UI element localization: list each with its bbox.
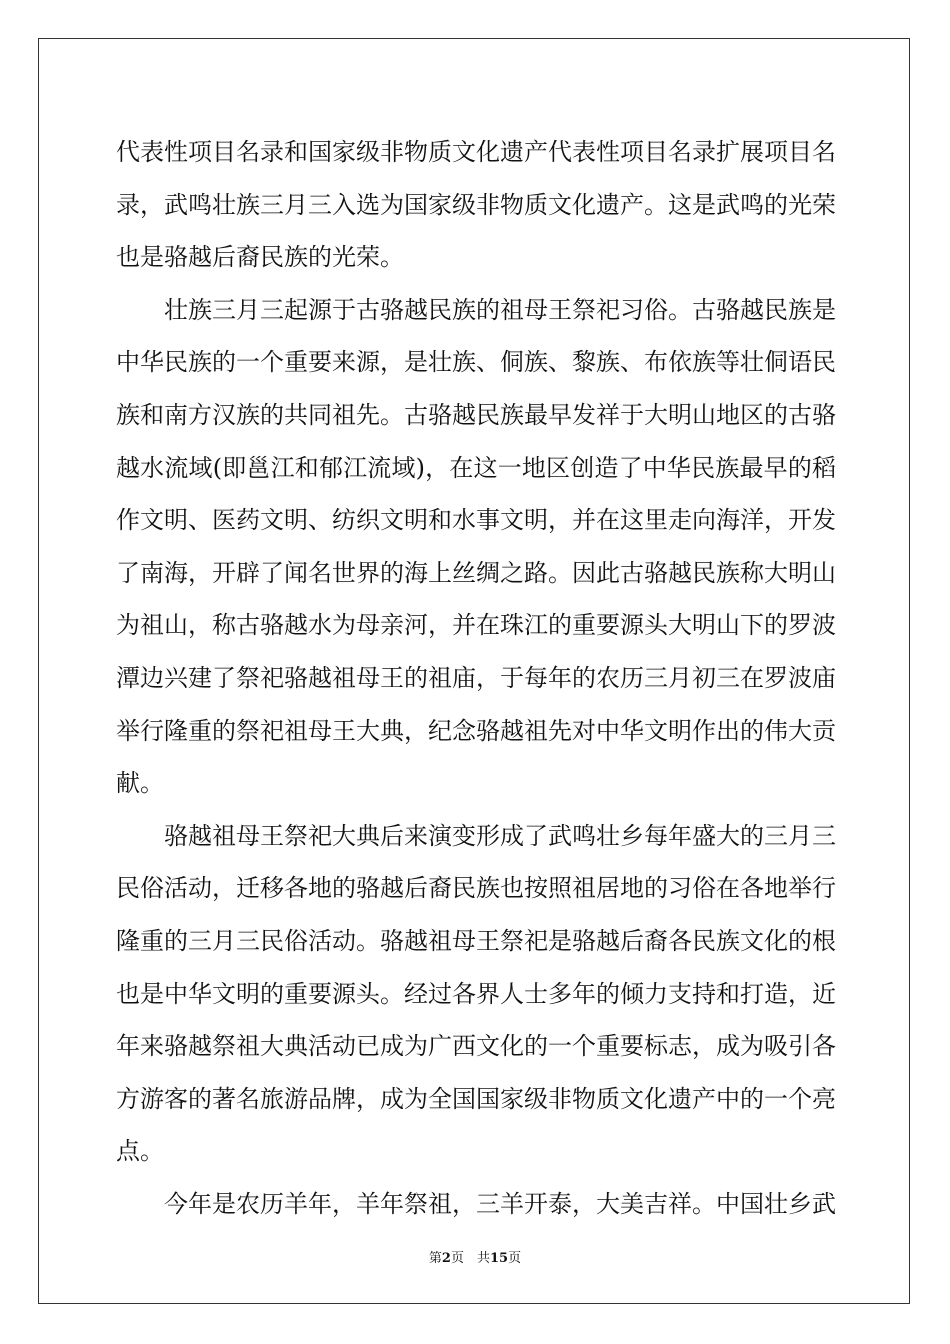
paragraph-4: 今年是农历羊年，羊年祭祖，三羊开泰，大美吉祥。中国壮乡武 <box>164 1189 836 1218</box>
paragraph-3: 骆越祖母王祭祀大典后来演变形成了武鸣壮乡每年盛大的三月三民俗活动，迁移各地的骆越后裔民族也按照祖居地的习俗在各地举行隆重的三月三民俗活动。骆越祖母王祭祀是骆越后裔各民族文化的根也是中华文明的重要源头。经过各界人士多年的倾力支持和打造，近年来骆越祭祖大典活动已成为广西文化的一个重要标志，成为吸引各方游客的著名旅游品牌，成为全国国家级非物质文化遗产中的一个亮点。 <box>116 821 836 1166</box>
page-number-total: 15 <box>489 1251 509 1266</box>
paragraph-1: 代表性项目名录和国家级非物质文化遗产代表性项目名录扩展项目名录，武鸣壮族三月三入选为国家级非物质文化遗产。这是武鸣的光荣也是骆越后裔民族的光荣。 <box>116 138 836 272</box>
document-body <box>116 126 836 1230</box>
page-label-prefix: 第 <box>428 1251 442 1266</box>
paragraph-2: 壮族三月三起源于古骆越民族的祖母王祭祀习俗。古骆越民族是中华民族的一个重要来源，是壮族、侗族、黎族、布依族等壮侗语民族和南方汉族的共同祖先。古骆越民族最早发祥于大明山地区的古骆越水流域(即邕江和郁江流域)，在这一地区创造了中华民族最早的稻作文明、医药文明、纺织文明和水事文明，并在这里走向海洋，开发了南海，开辟了闻名世界的海上丝绸之路。因此古骆越民族称大明山为祖山，称古骆越水为母亲河，并在珠江的重要源头大明山下的罗波潭边兴建了祭祀骆越祖母王的祖庙，于每年的农历三月初三在罗波庙举行隆重的祭祀祖母王大典，纪念骆越祖先对中华文明作出的伟大贡献。 <box>116 295 836 798</box>
page-label-suffix: 页 <box>508 1251 522 1266</box>
page-number-current: 2 <box>441 1251 451 1266</box>
page-footer <box>0 1247 950 1266</box>
page-label-mid: 页 共 <box>450 1251 490 1266</box>
